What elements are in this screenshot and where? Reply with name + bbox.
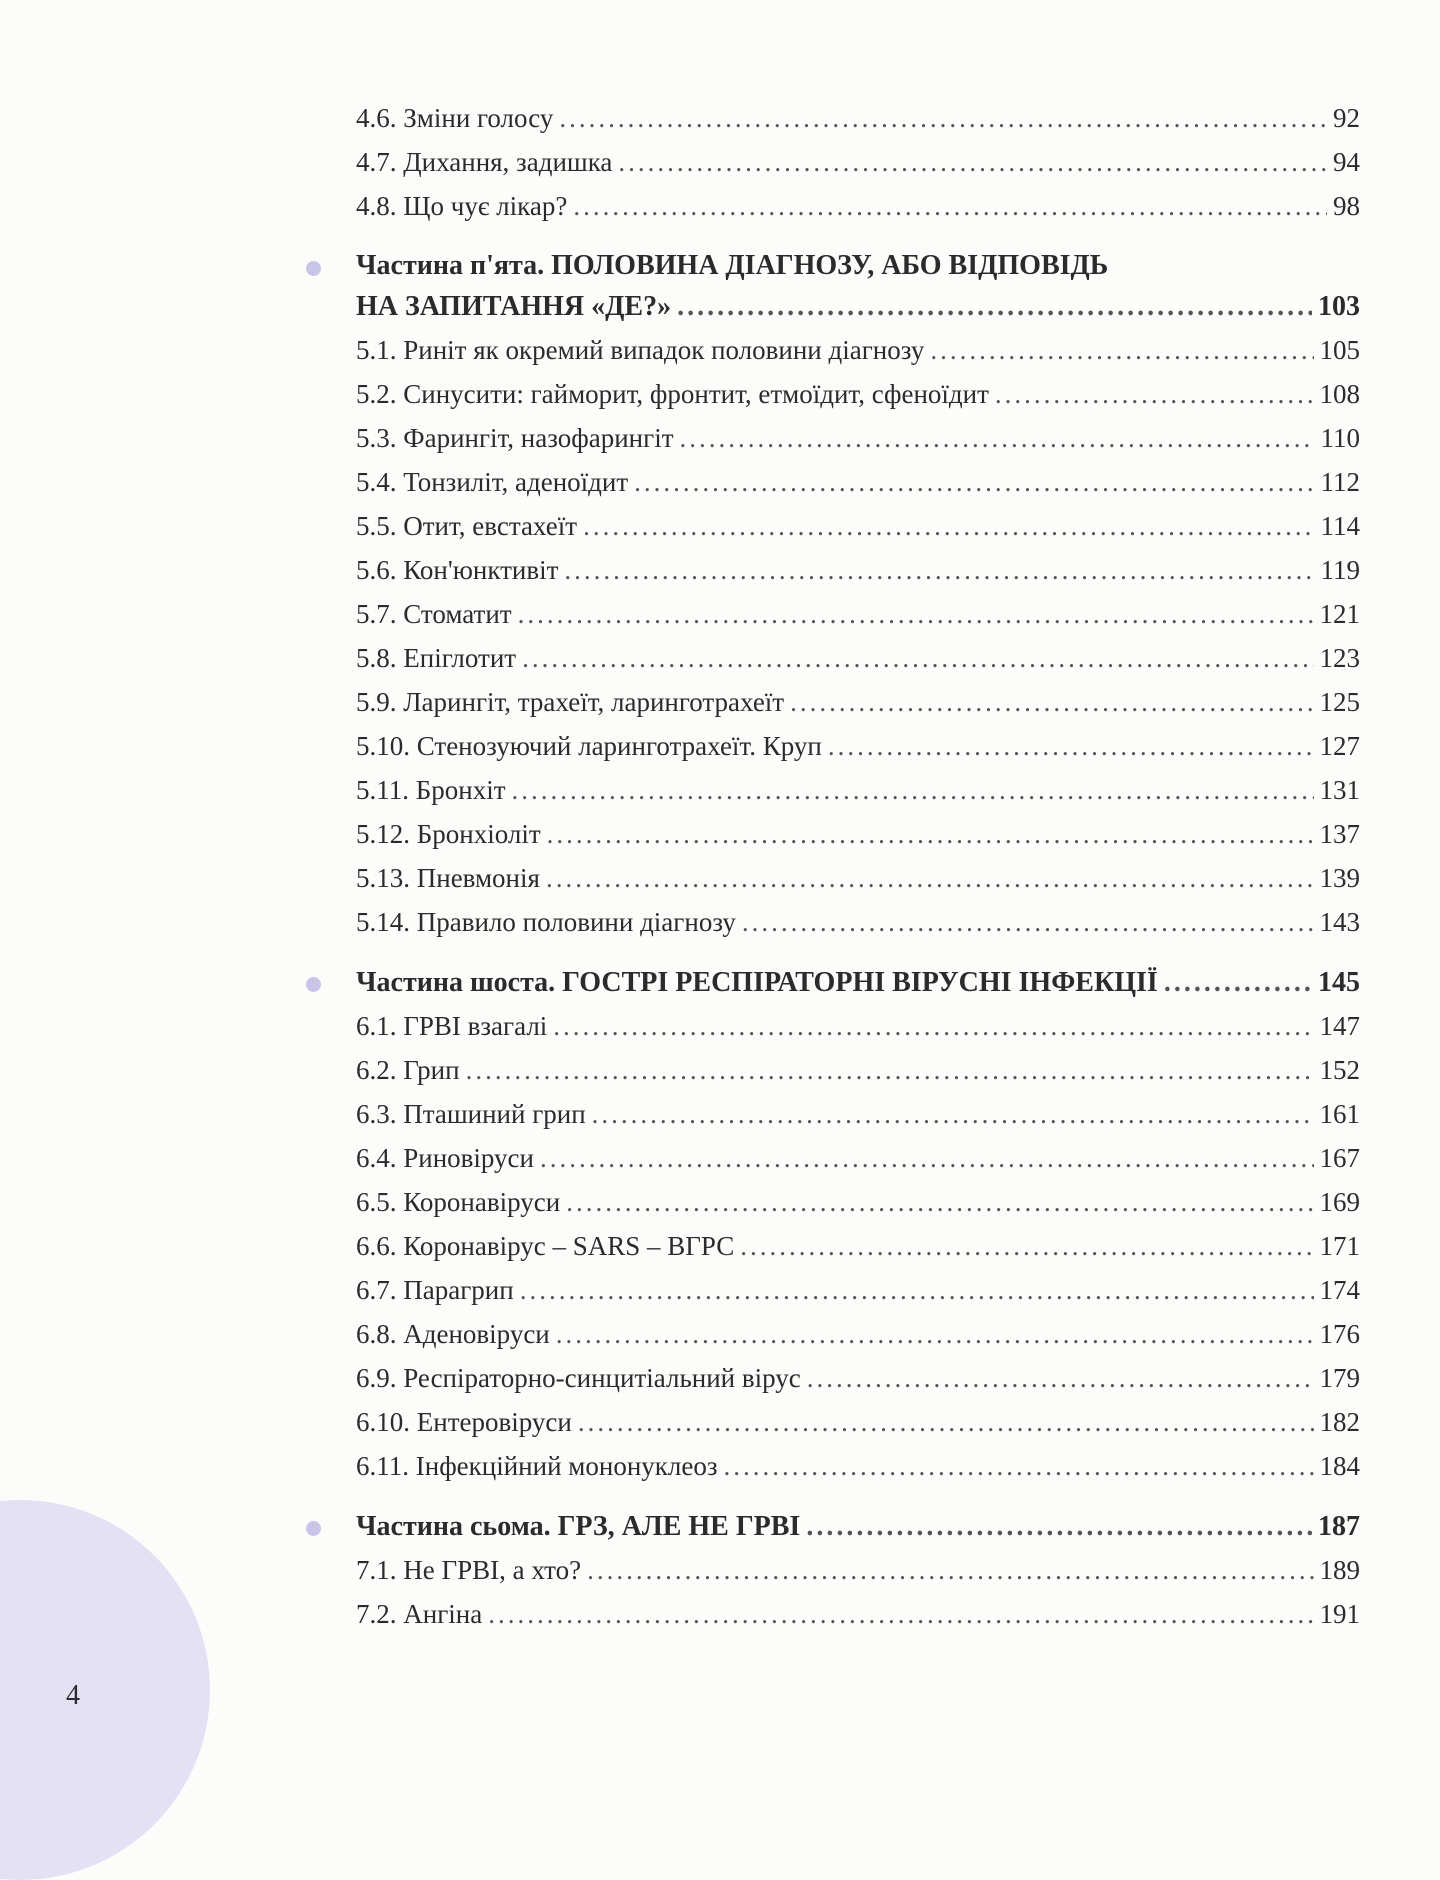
page-ref: 105 — [1319, 335, 1360, 365]
page-ref: 119 — [1320, 555, 1360, 585]
page-ref: 182 — [1319, 1407, 1360, 1437]
page-ref: 169 — [1319, 1187, 1360, 1217]
page-ref: 152 — [1319, 1055, 1360, 1085]
page-ref: 176 — [1319, 1319, 1360, 1349]
toc-entry[interactable] — [356, 1400, 1360, 1444]
page-ref: 123 — [1319, 643, 1360, 673]
toc-entry[interactable] — [356, 96, 1360, 140]
entry-title: 5.13. Пневмонія — [356, 863, 540, 893]
part4-tail-section — [356, 96, 1360, 228]
part5-title-line2: НА ЗАПИТАННЯ «ДЕ?» ..... 103 — [356, 286, 1360, 328]
dot-leader — [522, 636, 1313, 680]
entry-title: 7.2. Ангіна — [356, 1599, 483, 1629]
decorative-circle — [0, 1500, 210, 1880]
dot-leader — [806, 1506, 1312, 1548]
part5-title-line1: Частина п'ята. ПОЛОВИНА ДІАГНОЗУ, АБО ВІДПОВІДЬ — [356, 250, 1109, 281]
toc-entry[interactable] — [356, 504, 1360, 548]
entry-title: 5.10. Стенозуючий ларинготрахеїт. Круп — [356, 731, 822, 761]
entry-title: 5.1. Риніт як окремий випадок половини діагнозу — [356, 335, 925, 365]
entry-title: 5.6. Кон'юнктивіт — [356, 555, 559, 585]
entry-title: 5.11. Бронхіт — [356, 775, 506, 805]
entry-title: 5.2. Синусити: гайморит, фронтит, етмоїдит, сфеноїдит — [356, 379, 989, 409]
toc-entry[interactable] — [356, 184, 1360, 228]
page-ref: 114 — [1320, 511, 1360, 541]
page-ref: 167 — [1319, 1143, 1360, 1173]
entry-title: 6.11. Інфекційний мононуклеоз — [356, 1451, 718, 1481]
part7-section — [356, 1548, 1360, 1636]
toc-entry[interactable] — [356, 140, 1360, 184]
page-ref: 110 — [1320, 423, 1360, 453]
dot-leader — [677, 286, 1312, 328]
toc-entry[interactable] — [356, 592, 1360, 636]
toc-entry[interactable] — [356, 1548, 1360, 1592]
entry-title: 6.7. Парагрип — [356, 1275, 514, 1305]
entry-title: 6.2. Грип — [356, 1055, 460, 1085]
dot-leader — [520, 1268, 1314, 1312]
page-ref: 187 — [1318, 1511, 1360, 1542]
dot-leader — [546, 856, 1314, 900]
dot-leader — [583, 504, 1314, 548]
dot-leader — [466, 1048, 1314, 1092]
dot-leader — [566, 1180, 1313, 1224]
entry-title: 6.10. Ентеровіруси — [356, 1407, 572, 1437]
dot-leader — [930, 328, 1313, 372]
toc-entry[interactable] — [356, 1092, 1360, 1136]
entry-title: 4.6. Зміни голосу — [356, 103, 554, 133]
dot-leader — [559, 96, 1327, 140]
dot-leader — [573, 184, 1327, 228]
page-ref: 184 — [1319, 1451, 1360, 1481]
toc-entry[interactable] — [356, 900, 1360, 944]
dot-leader — [724, 1444, 1314, 1488]
toc-entry[interactable] — [356, 1048, 1360, 1092]
toc-entry[interactable] — [356, 1004, 1360, 1048]
page-ref: 191 — [1319, 1599, 1360, 1629]
entry-title: 6.3. Пташиний грип — [356, 1099, 586, 1129]
entry-title: 7.1. Не ГРВІ, а хто? — [356, 1555, 582, 1585]
dot-leader — [512, 768, 1314, 812]
page-ref: 171 — [1319, 1231, 1360, 1261]
page-ref: 125 — [1319, 687, 1360, 717]
page-ref: 189 — [1319, 1555, 1360, 1585]
dot-leader — [587, 1548, 1313, 1592]
dot-leader — [518, 592, 1314, 636]
dot-leader — [740, 1224, 1313, 1268]
dot-leader — [553, 1004, 1313, 1048]
dot-leader — [488, 1592, 1313, 1636]
entry-title: 5.3. Фарингіт, назофарингіт — [356, 423, 674, 453]
part7-heading[interactable] — [356, 1506, 1360, 1548]
page-ref: 108 — [1319, 379, 1360, 409]
toc-entry[interactable] — [356, 680, 1360, 724]
toc-entry[interactable] — [356, 1136, 1360, 1180]
toc-entry[interactable] — [356, 1180, 1360, 1224]
part5-section — [356, 328, 1360, 944]
part7-title: Частина сьома. ГРЗ, АЛЕ НЕ ГРВІ ..... 187 — [356, 1506, 1360, 1548]
dot-leader — [742, 900, 1314, 944]
page-ref: 143 — [1319, 907, 1360, 937]
entry-title: 6.8. Аденовіруси — [356, 1319, 550, 1349]
page-ref: 174 — [1319, 1275, 1360, 1305]
toc-entry[interactable] — [356, 856, 1360, 900]
dot-leader — [807, 1356, 1314, 1400]
dot-leader — [790, 680, 1313, 724]
toc-entry[interactable] — [356, 768, 1360, 812]
dot-leader — [995, 372, 1314, 416]
toc-entry[interactable] — [356, 1444, 1360, 1488]
part6-heading[interactable] — [356, 962, 1360, 1004]
page-ref: 147 — [1319, 1011, 1360, 1041]
dot-leader — [828, 724, 1314, 768]
page-ref: 139 — [1319, 863, 1360, 893]
toc-entry[interactable] — [356, 636, 1360, 680]
entry-title: 5.14. Правило половини діагнозу — [356, 907, 736, 937]
entry-title: 5.7. Стоматит — [356, 599, 512, 629]
toc-entry[interactable] — [356, 372, 1360, 416]
page-ref: 112 — [1320, 467, 1360, 497]
entry-title: 6.6. Коронавірус – SARS – ВГРС — [356, 1231, 735, 1261]
page-ref: 92 — [1333, 103, 1360, 133]
toc-entry[interactable] — [356, 1224, 1360, 1268]
dot-leader — [540, 1136, 1314, 1180]
dot-leader — [578, 1400, 1314, 1444]
toc-entry[interactable] — [356, 812, 1360, 856]
page-ref: 94 — [1333, 147, 1360, 177]
entry-title: 5.5. Отит, евстахеїт — [356, 511, 578, 541]
entry-title: 5.4. Тонзиліт, аденоїдит — [356, 467, 629, 497]
dot-leader — [618, 140, 1327, 184]
page-ref: 131 — [1319, 775, 1360, 805]
entry-title: 6.9. Респіраторно-синцитіальний вірус — [356, 1363, 801, 1393]
toc-entry[interactable] — [356, 1312, 1360, 1356]
toc-entry[interactable] — [356, 548, 1360, 592]
dot-leader — [634, 460, 1314, 504]
dot-leader — [564, 548, 1314, 592]
dot-leader — [556, 1312, 1314, 1356]
bullet-icon — [306, 1521, 321, 1536]
entry-title: 6.1. ГРВІ взагалі — [356, 1011, 548, 1041]
dot-leader — [547, 812, 1314, 856]
page-ref: 121 — [1319, 599, 1360, 629]
dot-leader — [1164, 962, 1312, 1004]
part5-heading[interactable] — [356, 246, 1360, 328]
entry-title: 5.9. Ларингіт, трахеїт, ларинготрахеїт — [356, 687, 785, 717]
entry-title: 5.8. Епіглотит — [356, 643, 517, 673]
bullet-icon — [306, 977, 321, 992]
toc-entry[interactable] — [356, 460, 1360, 504]
toc-entry[interactable] — [356, 1268, 1360, 1312]
entry-title: 4.7. Дихання, задишка — [356, 147, 613, 177]
page-ref: 98 — [1333, 191, 1360, 221]
bullet-icon — [306, 261, 321, 276]
entry-title: 6.5. Коронавіруси — [356, 1187, 561, 1217]
page-ref: 145 — [1318, 967, 1360, 998]
page-ref: 103 — [1318, 291, 1360, 322]
toc-entry[interactable] — [356, 416, 1360, 460]
entry-title: 5.12. Бронхіоліт — [356, 819, 541, 849]
entry-title: 4.8. Що чує лікар? — [356, 191, 568, 221]
page-ref: 127 — [1319, 731, 1360, 761]
dot-leader — [592, 1092, 1314, 1136]
toc-entry[interactable] — [356, 1356, 1360, 1400]
page-ref: 179 — [1319, 1363, 1360, 1393]
part6-title: Частина шоста. ГОСТРІ РЕСПІРАТОРНІ ВІРУСНІ ІНФЕКЦІЇ ..... 145 — [356, 962, 1360, 1004]
page-number: 4 — [66, 1680, 80, 1711]
toc-entry[interactable] — [356, 1592, 1360, 1636]
entry-title: 6.4. Риновіруси — [356, 1143, 534, 1173]
page-ref: 137 — [1319, 819, 1360, 849]
toc-entry[interactable] — [356, 328, 1360, 372]
dot-leader — [680, 416, 1315, 460]
table-of-contents — [356, 96, 1360, 1636]
part6-section — [356, 1004, 1360, 1488]
page-ref: 161 — [1319, 1099, 1360, 1129]
toc-entry[interactable] — [356, 724, 1360, 768]
